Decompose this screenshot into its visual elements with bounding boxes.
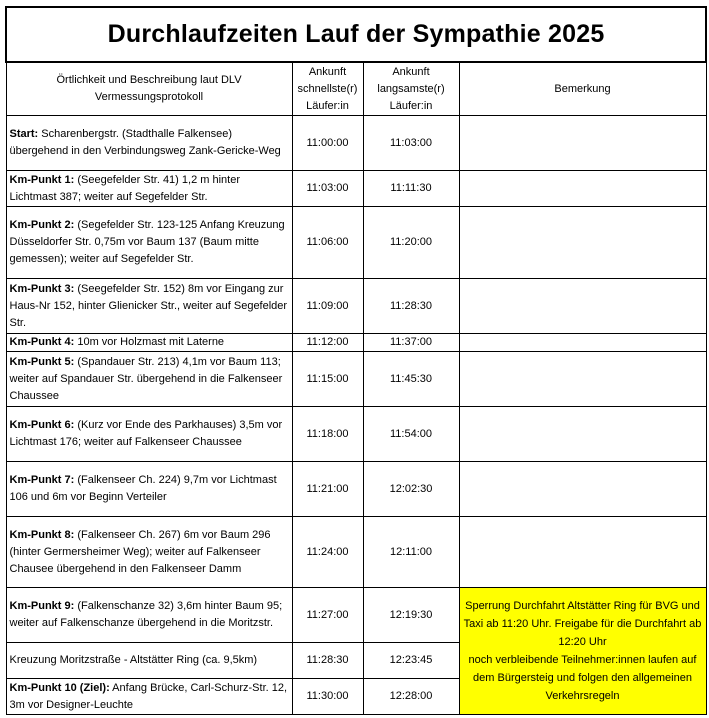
fastest-cell[interactable]: 11:30:00 (292, 679, 363, 715)
point-description: (Falkenschanze 32) 3,6m hinter Baum 95; weiter auf Falkenschanze übergehend in die Moritzstr. (9, 600, 283, 629)
header-fastest[interactable]: Ankunft schnellste(r) Läufer:in (292, 62, 363, 116)
location-cell[interactable] (6, 588, 292, 643)
fastest-cell[interactable]: 11:18:00 (292, 407, 363, 462)
fastest-cell[interactable]: 11:09:00 (292, 279, 363, 334)
point-description: (Spandauer Str. 213) 4,1m vor Baum 113; weiter auf Spandauer Str. übergehend in die Falkenseer Chaussee (9, 355, 283, 402)
remark-cell[interactable] (459, 171, 706, 207)
table-row (6, 334, 706, 352)
point-description: (Falkenseer Ch. 267) 6m vor Baum 296 (hinter Germersheimer Weg); weiter auf Falkenseer Chausee übergehend in den Falkenseer Damm (9, 528, 271, 575)
point-label: Km-Punkt 3: (9, 282, 75, 295)
slowest-cell[interactable]: 11:28:30 (363, 279, 459, 334)
header-location[interactable]: Örtlichkeit und Beschreibung laut DLV Vermessungsprotokoll (6, 62, 292, 116)
slowest-cell[interactable]: 12:23:45 (363, 643, 459, 679)
point-description: Kreuzung Moritzstraße - Altstätter Ring (ca. 9,5km) (9, 654, 258, 666)
point-label: Km-Punkt 6: (9, 419, 75, 431)
remark-cell[interactable] (459, 279, 706, 334)
slowest-cell[interactable]: 11:20:00 (363, 207, 459, 279)
slowest-cell[interactable]: 11:45:30 (363, 352, 459, 407)
location-cell[interactable] (6, 334, 292, 352)
point-label: Km-Punkt 7: (9, 474, 75, 486)
closure-remark: Sperrung Durchfahrt Altstätter Ring für BVG und Taxi ab 11:20 Uhr. Freigabe für die Durchfahrt ab 12:20 Uhr (463, 600, 702, 648)
page-title[interactable]: Durchlaufzeiten Lauf der Sympathie 2025 (6, 7, 706, 62)
header-row (6, 62, 706, 116)
title-row (6, 7, 706, 62)
location-cell[interactable] (6, 679, 292, 715)
location-cell[interactable] (6, 207, 292, 279)
table-row (6, 116, 706, 171)
location-cell[interactable] (6, 171, 292, 207)
point-description: 10m vor Holzmast mit Laterne (74, 336, 225, 348)
location-cell[interactable] (6, 407, 292, 462)
slowest-cell[interactable]: 11:03:00 (363, 116, 459, 171)
slowest-cell[interactable]: 12:28:00 (363, 679, 459, 715)
slowest-cell[interactable]: 11:11:30 (363, 171, 459, 207)
remark-cell[interactable] (459, 334, 706, 352)
location-cell[interactable] (6, 279, 292, 334)
point-description: (Seegefelder Str. 152) 8m vor Eingang zur Haus-Nr 152, hinter Glienicker Str., weiter auf Segefelder Str. (9, 282, 288, 329)
fastest-cell[interactable]: 11:28:30 (292, 643, 363, 679)
slowest-cell[interactable]: 11:37:00 (363, 334, 459, 352)
fastest-cell[interactable]: 11:21:00 (292, 462, 363, 517)
fastest-cell[interactable]: 11:06:00 (292, 207, 363, 279)
remark-cell[interactable] (459, 517, 706, 588)
slowest-cell[interactable]: 12:11:00 (363, 517, 459, 588)
point-description: (Seegefelder Str. 41) 1,2 m hinter Lichtmast 387; weiter auf Segefelder Str. (9, 173, 240, 203)
table-row (6, 407, 706, 462)
point-description: (Kurz vor Ende des Parkhauses) 3,5m vor Lichtmast 176; weiter auf Falkenseer Chaussee (9, 419, 283, 448)
fastest-cell[interactable]: 11:03:00 (292, 171, 363, 207)
location-cell[interactable] (6, 352, 292, 407)
remark-cell[interactable] (459, 407, 706, 462)
point-label: Km-Punkt 10 (Ziel): (9, 681, 110, 694)
remark-cell[interactable] (459, 116, 706, 171)
fastest-cell[interactable]: 11:12:00 (292, 334, 363, 352)
fastest-cell[interactable]: 11:00:00 (292, 116, 363, 171)
table-row (6, 352, 706, 407)
schedule-table (5, 6, 707, 715)
point-description: (Falkenseer Ch. 224) 9,7m vor Lichtmast 106 und 6m vor Beginn Verteiler (9, 474, 277, 503)
location-cell[interactable] (6, 116, 292, 171)
table-row (6, 279, 706, 334)
closure-remark-cell[interactable] (459, 588, 706, 715)
point-label: Km-Punkt 9: (9, 600, 75, 612)
point-description: (Segefelder Str. 123-125 Anfang Kreuzung Düsseldorfer Str. 0,75m vor Baum 137 (Baum mitte gemessen); weiter auf Segefelder Str. (9, 219, 285, 265)
table-row (6, 207, 706, 279)
point-description: Scharenbergstr. (Stadthalle Falkensee) übergehend in den Verbindungsweg Zank-Gericke-Weg (9, 128, 281, 157)
point-label: Start: (9, 128, 39, 140)
sidewalk-remark: noch verbleibende Teilnehmer:innen laufen auf dem Bürgersteig und folgen den allgemeinen Verkehrsregeln (468, 654, 697, 702)
fastest-cell[interactable]: 11:15:00 (292, 352, 363, 407)
point-label: Km-Punkt 5: (9, 355, 75, 368)
table-row (6, 588, 706, 643)
header-slowest[interactable]: Ankunft langsamste(r) Läufer:in (363, 62, 459, 116)
fastest-cell[interactable]: 11:27:00 (292, 588, 363, 643)
table-row (6, 171, 706, 207)
point-description: Anfang Brücke, Carl-Schurz-Str. 12, 3m vor Designer-Leuchte (9, 681, 288, 711)
fastest-cell[interactable]: 11:24:00 (292, 517, 363, 588)
point-label: Km-Punkt 8: (9, 528, 75, 541)
header-remark[interactable]: Bemerkung (459, 62, 706, 116)
point-label: Km-Punkt 2: (9, 219, 75, 231)
point-label: Km-Punkt 1: (9, 173, 75, 186)
slowest-cell[interactable]: 11:54:00 (363, 407, 459, 462)
remark-cell[interactable] (459, 207, 706, 279)
remark-cell[interactable] (459, 462, 706, 517)
slowest-cell[interactable]: 12:02:30 (363, 462, 459, 517)
location-cell[interactable] (6, 643, 292, 679)
point-label: Km-Punkt 4: (9, 336, 75, 348)
remark-cell[interactable] (459, 352, 706, 407)
location-cell[interactable] (6, 517, 292, 588)
table-row (6, 462, 706, 517)
slowest-cell[interactable]: 12:19:30 (363, 588, 459, 643)
table-row (6, 517, 706, 588)
location-cell[interactable] (6, 462, 292, 517)
